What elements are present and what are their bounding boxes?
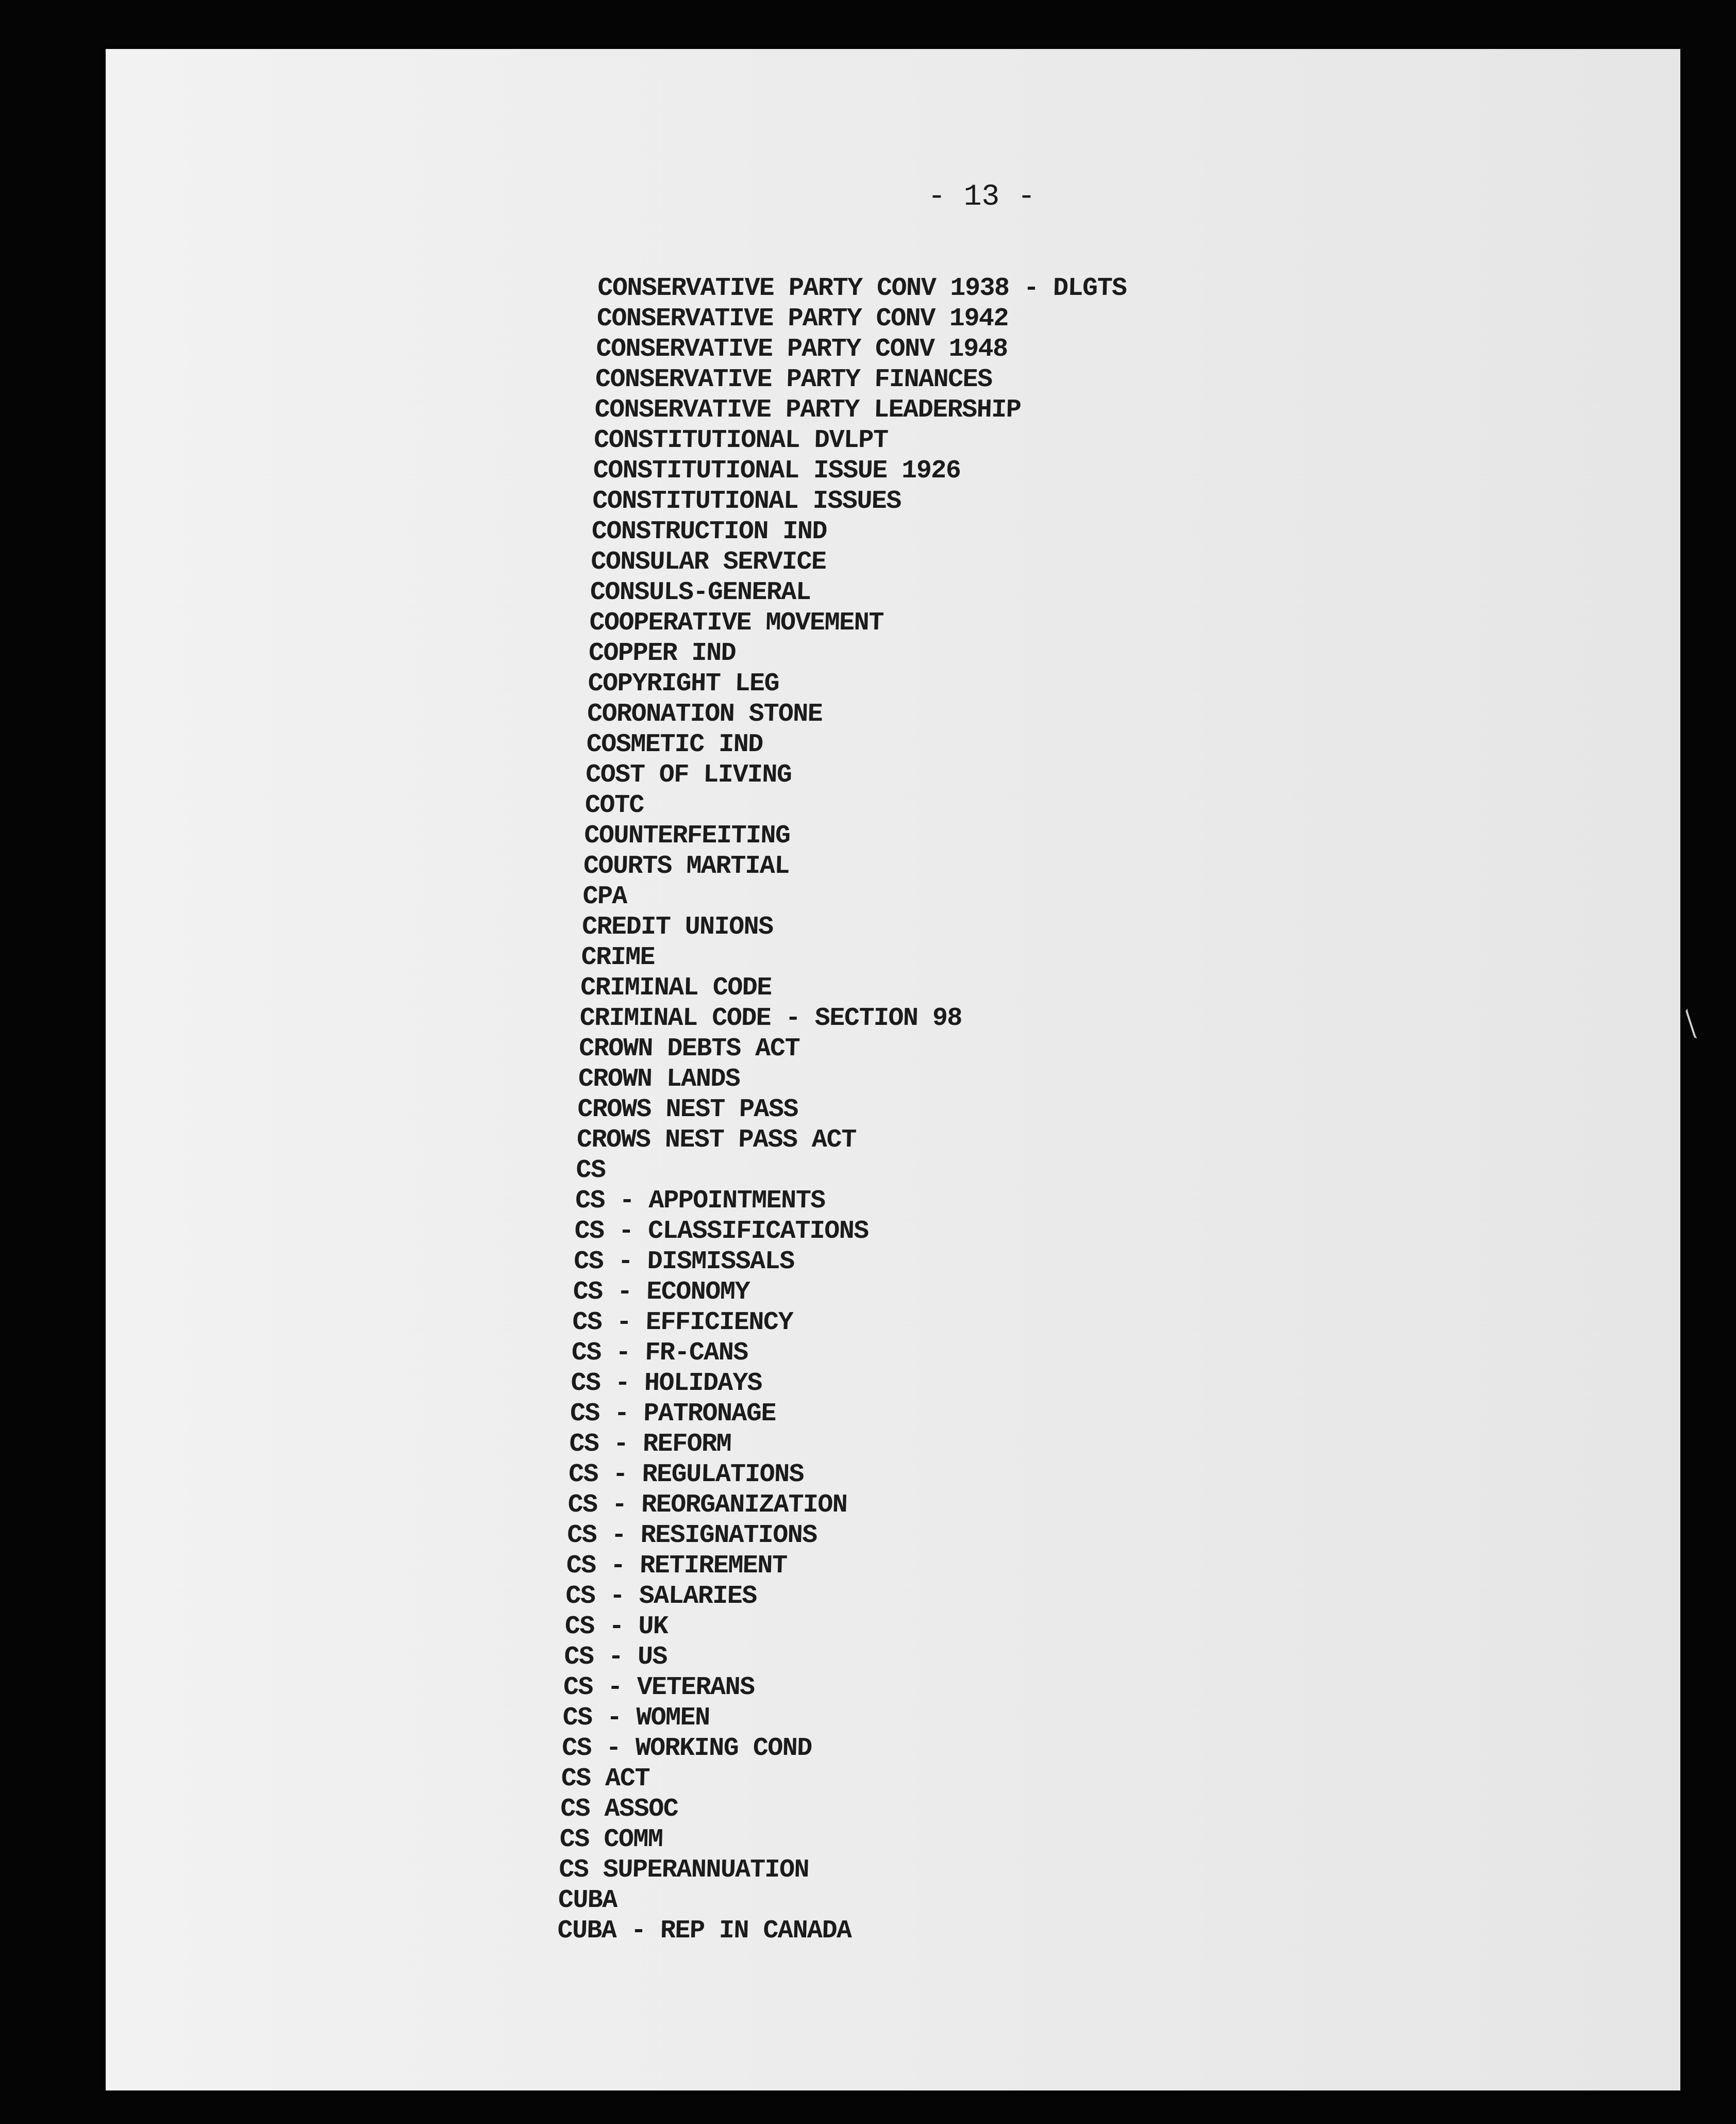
index-entry: CONSERVATIVE PARTY FINANCES [595,365,993,394]
index-entry: CS - US [563,1642,667,1672]
index-entry: CS - PATRONAGE [570,1399,776,1429]
index-entry: COSMETIC IND [586,730,763,759]
index-entry: CS - CLASSIFICATIONS [574,1217,869,1246]
index-entry: CS - HOLIDAYS [570,1369,762,1398]
index-entry: CS - REGULATIONS [568,1460,804,1489]
index-entry: COTC [585,791,644,820]
index-entry: CORONATION STONE [587,700,823,729]
index-entry: CONSTITUTIONAL ISSUES [592,487,902,516]
index-entry: CPA [582,882,627,911]
index-entry: CRIMINAL CODE - SECTION 98 [579,1004,962,1033]
document-page [106,49,1680,2090]
index-entry: CROWN LANDS [578,1065,741,1094]
index-entry: COURTS MARTIAL [583,852,790,881]
index-entry: CONSERVATIVE PARTY CONV 1942 [596,304,1009,334]
subject-index-list [557,273,1474,1946]
index-entry: CRIME [580,943,655,972]
index-entry: CS - WORKING COND [561,1734,812,1763]
index-entry: COOPERATIVE MOVEMENT [589,608,884,638]
index-entry: CS - SALARIES [565,1582,757,1611]
index-entry: CS ASSOC [560,1795,678,1824]
index-entry: COPPER IND [588,639,736,668]
index-entry: CONSERVATIVE PARTY CONV 1948 [595,335,1008,364]
index-entry: CS - DISMISSALS [573,1247,795,1276]
index-entry: CS - EFFICIENCY [572,1308,793,1337]
index-entry: CROWS NEST PASS ACT [576,1125,857,1155]
index-entry: CROWN DEBTS ACT [578,1034,800,1064]
index-entry: CS - ECONOMY [572,1277,750,1307]
page-number: - 13 - [928,180,1036,214]
index-entry: CS SUPERANNUATION [558,1855,809,1885]
index-entry: CS - RETIREMENT [566,1551,787,1581]
index-entry: CS - APPOINTMENTS [575,1186,826,1216]
index-entry: CONSERVATIVE PARTY CONV 1938 - DLGTS [597,274,1127,303]
index-entry: COUNTERFEITING [583,821,791,851]
index-entry: CS - UK [564,1612,669,1641]
index-entry: CUBA - REP IN CANADA [557,1916,852,1946]
index-entry: CS - RESIGNATIONS [566,1521,817,1550]
index-entry: CS COMM [559,1825,663,1854]
index-entry: CS ACT [560,1764,650,1794]
index-entry: COST OF LIVING [585,760,792,790]
index-entry: CONSULAR SERVICE [590,547,827,577]
index-entry: COPYRIGHT LEG [587,669,779,699]
film-scratch-mark [1685,1008,1700,1039]
index-entry: CS - FR-CANS [571,1338,748,1368]
index-entry: CREDIT UNIONS [581,912,774,942]
index-entry: CUBA [558,1886,617,1915]
index-entry: CRIMINAL CODE [580,973,772,1003]
index-entry: CROWS NEST PASS [577,1095,798,1124]
index-entry: CS - VETERANS [563,1673,755,1702]
index-entry: CONSERVATIVE PARTY LEADERSHIP [594,395,1021,425]
index-entry: CONSTRUCTION IND [591,517,827,546]
index-entry: CONSULS-GENERAL [590,578,811,607]
index-entry: CS - REORGANIZATION [567,1490,847,1520]
index-entry: CS [575,1156,606,1185]
index-entry: CS - WOMEN [562,1703,710,1733]
index-entry: CS - REFORM [569,1430,731,1459]
index-entry: CONSTITUTIONAL ISSUE 1926 [592,456,961,486]
index-entry: CONSTITUTIONAL DVLPT [593,426,888,455]
